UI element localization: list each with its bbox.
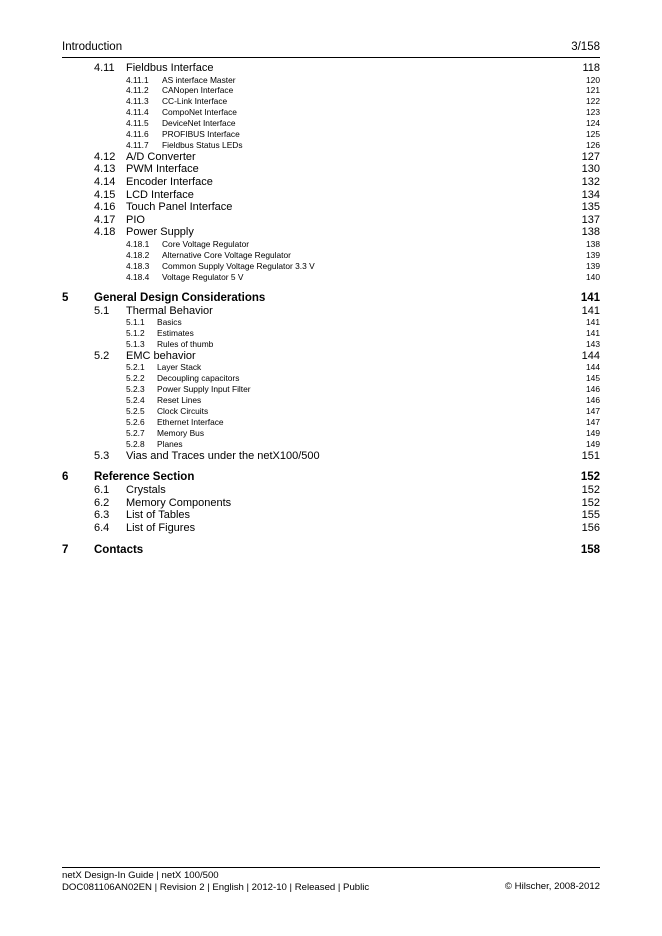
toc-entry-page: 152 [581,484,600,497]
toc-entry-page: 130 [581,163,600,176]
toc-entry-page: 141 [581,304,600,317]
toc-entry-title: List of Tables [126,509,191,522]
toc-entry-level-2[interactable] [62,450,600,463]
toc-entry-number: 5.3 [94,449,110,462]
toc-entry-number: 5.1 [94,304,110,317]
toc-entry-number: 7 [62,543,69,556]
toc-entry-level-2[interactable] [62,350,600,363]
toc-entry-level-2[interactable] [62,484,600,497]
toc-entry-title: Thermal Behavior [126,304,213,317]
toc-entry-level-3[interactable] [62,373,600,384]
toc-entry-number: 4.14 [94,176,116,189]
toc-entry-title: List of Figures [126,521,196,534]
toc-entry-title: Crystals [126,484,166,497]
toc-entry-title: Planes [157,438,183,449]
toc-entry-title: Touch Panel Interface [126,201,233,214]
toc-entry-level-2[interactable] [62,201,600,214]
toc-entry-number: 5.2.2 [126,373,145,384]
toc-entry-number: 6.2 [94,496,110,509]
toc-entry-title: Voltage Regulator 5 V [162,271,244,282]
toc-entry-level-2[interactable] [62,522,600,535]
toc-entry-title: General Design Considerations [94,291,266,304]
toc-entry-page: 118 [582,62,600,74]
toc-entry-number: 4.18.4 [126,271,150,282]
toc-entry-page: 147 [586,416,600,427]
toc-entry-level-3[interactable] [62,239,600,250]
toc-entry-level-3[interactable] [62,261,600,272]
toc-entry-page: 135 [581,201,600,214]
toc-entry-page: 134 [581,188,600,201]
toc-entry-page: 143 [586,338,600,349]
toc-entry-page: 139 [586,249,600,260]
toc-entry-title: Vias and Traces under the netX100/500 [126,449,320,462]
toc-entry-level-3[interactable] [62,140,600,151]
toc-entry-page: 151 [581,449,600,462]
toc-entry-level-2[interactable] [62,62,600,75]
toc-entry-page: 125 [586,129,600,140]
toc-entry-title: Encoder Interface [126,176,213,189]
toc-entry-page: 127 [581,150,600,163]
toc-entry-title: CC-Link Interface [162,96,228,107]
toc-entry-number: 4.15 [94,188,116,201]
toc-entry-level-3[interactable] [62,250,600,261]
toc-entry-page: 158 [580,543,600,556]
toc-entry-level-1[interactable] [62,292,600,305]
toc-entry-title: AS interface Master [162,74,236,85]
toc-entry-number: 5 [62,291,69,304]
toc-entry-title: Fieldbus Status LEDs [162,139,243,150]
toc-section-gap [62,535,600,544]
toc-entry-title: Fieldbus Interface [126,62,214,74]
toc-entry-number: 5.2.3 [126,384,145,395]
toc-entry-number: 4.16 [94,201,116,214]
toc-entry-number: 4.11.5 [126,118,149,129]
toc-entry-title: Reset Lines [157,395,202,406]
toc-entry-level-3[interactable] [62,328,600,339]
toc-entry-level-3[interactable] [62,272,600,283]
toc-entry-number: 4.17 [94,213,116,226]
page-footer [62,867,600,893]
toc-entry-title: Ethernet Interface [157,416,224,427]
toc-entry-title: A/D Converter [126,150,196,163]
toc-entry-level-3[interactable] [62,395,600,406]
toc-entry-level-2[interactable] [62,305,600,318]
table-of-contents [62,62,600,557]
toc-entry-page: 140 [586,271,600,282]
toc-entry-page: 146 [586,384,600,395]
toc-entry-title: Power Supply [126,226,194,239]
toc-entry-level-3[interactable] [62,339,600,350]
toc-entry-page: 156 [581,521,600,534]
toc-entry-title: Contacts [94,543,144,556]
header-section-title: Introduction [62,41,123,53]
toc-entry-title: CANopen Interface [162,85,234,96]
toc-entry-title: PIO [126,213,145,226]
toc-entry-number: 6.4 [94,521,110,534]
toc-entry-number: 4.12 [94,150,116,163]
footer-document-info: DOC081106AN02EN | Revision 2 | English | 2012-10 | Released | Public [62,881,370,893]
toc-entry-number: 5.2.6 [126,416,145,427]
toc-entry-page: 121 [586,85,600,96]
toc-entry-page: 141 [586,317,600,328]
toc-entry-number: 5.2.1 [126,362,145,373]
toc-entry-level-3[interactable] [62,362,600,373]
toc-entry-number: 4.18.3 [126,260,150,271]
toc-entry-level-2[interactable] [62,226,600,239]
toc-entry-page: 138 [581,226,600,239]
toc-entry-page: 141 [580,291,600,304]
toc-entry-number: 4.11.2 [126,85,149,96]
footer-document-title: netX Design-In Guide | netX 100/500 [62,870,219,881]
toc-entry-level-2[interactable] [62,189,600,202]
toc-entry-page: 152 [581,496,600,509]
toc-entry-title: PROFIBUS Interface [162,129,240,140]
toc-entry-level-3[interactable] [62,129,600,140]
toc-entry-page: 137 [581,213,600,226]
toc-entry-page: 132 [581,176,600,189]
toc-entry-title: Decoupling capacitors [157,373,240,384]
toc-entry-title: Rules of thumb [157,338,214,349]
toc-entry-page: 144 [586,362,600,373]
toc-entry-number: 5.2.8 [126,438,145,449]
toc-entry-page: 120 [586,74,600,85]
toc-entry-number: 4.13 [94,163,116,176]
toc-entry-level-2[interactable] [62,163,600,176]
toc-entry-title: CompoNet Interface [162,107,237,118]
toc-entry-title: Alternative Core Voltage Regulator [162,249,291,260]
toc-entry-page: 124 [586,118,600,129]
toc-entry-number: 5.1.1 [126,317,145,328]
toc-entry-number: 4.18.1 [126,238,150,249]
toc-entry-level-2[interactable] [62,176,600,189]
toc-entry-number: 5.2.5 [126,405,145,416]
header-page-indicator: 3/158 [571,41,600,53]
toc-entry-number: 4.11.1 [126,74,149,85]
toc-entry-number: 5.2.7 [126,427,145,438]
toc-entry-title: Common Supply Voltage Regulator 3.3 V [162,260,315,271]
toc-entry-page: 141 [586,328,600,339]
toc-entry-number: 6.1 [94,484,110,497]
toc-entry-level-3[interactable] [62,439,600,450]
toc-entry-level-3[interactable] [62,75,600,86]
toc-section-gap [62,462,600,471]
toc-entry-page: 146 [586,395,600,406]
toc-entry-title: Power Supply Input Filter [157,384,251,395]
toc-entry-level-3[interactable] [62,406,600,417]
toc-entry-number: 4.18.2 [126,249,150,260]
toc-entry-page: 152 [580,471,600,484]
toc-entry-title: PWM Interface [126,163,199,176]
toc-entry-title: Clock Circuits [157,405,209,416]
toc-entry-page: 144 [581,349,600,362]
toc-entry-title: Memory Bus [157,427,205,438]
toc-entry-number: 5.1.2 [126,328,145,339]
toc-entry-number: 4.11.6 [126,129,149,140]
toc-entry-title: Core Voltage Regulator [162,238,250,249]
toc-entry-level-3[interactable] [62,96,600,107]
toc-entry-number: 4.11.7 [126,139,149,150]
toc-entry-title: LCD Interface [126,188,194,201]
toc-entry-page: 122 [586,96,600,107]
toc-entry-number: 5.1.3 [126,338,145,349]
toc-entry-page: 147 [586,405,600,416]
toc-entry-number: 4.11 [94,62,115,74]
toc-entry-number: 4.11.4 [126,107,149,118]
toc-entry-page: 138 [586,238,600,249]
toc-entry-title: Reference Section [94,471,195,484]
toc-entry-level-3[interactable] [62,118,600,129]
toc-entry-title: Layer Stack [157,362,202,373]
toc-entry-level-2[interactable] [62,497,600,510]
toc-entry-level-3[interactable] [62,428,600,439]
toc-entry-level-3[interactable] [62,107,600,118]
toc-entry-number: 6 [62,471,69,484]
toc-entry-page: 149 [586,427,600,438]
toc-entry-page: 139 [586,260,600,271]
footer-copyright: © Hilscher, 2008-2012 [504,881,600,892]
toc-entry-number: 4.18 [94,226,116,239]
toc-section-gap [62,283,600,292]
toc-entry-title: DeviceNet Interface [162,118,236,129]
toc-entry-level-1[interactable] [62,471,600,484]
page-header [62,41,600,58]
toc-entry-level-3[interactable] [62,85,600,96]
toc-entry-number: 4.11.3 [126,96,149,107]
toc-entry-page: 149 [586,438,600,449]
toc-entry-title: Memory Components [126,496,232,509]
toc-entry-title: Basics [157,317,182,328]
toc-entry-level-3[interactable] [62,317,600,328]
toc-entry-page: 123 [586,107,600,118]
toc-entry-page: 145 [586,373,600,384]
toc-entry-number: 5.2 [94,349,110,362]
toc-entry-level-2[interactable] [62,151,600,164]
toc-entry-page: 126 [586,139,600,150]
toc-entry-number: 6.3 [94,509,110,522]
toc-entry-title: EMC behavior [126,349,196,362]
toc-entry-level-1[interactable] [62,544,600,557]
toc-entry-page: 155 [581,509,600,522]
toc-entry-title: Estimates [157,328,194,339]
toc-entry-level-3[interactable] [62,417,600,428]
toc-entry-level-3[interactable] [62,384,600,395]
toc-entry-number: 5.2.4 [126,395,145,406]
toc-entry-level-2[interactable] [62,214,600,227]
toc-entry-level-2[interactable] [62,509,600,522]
